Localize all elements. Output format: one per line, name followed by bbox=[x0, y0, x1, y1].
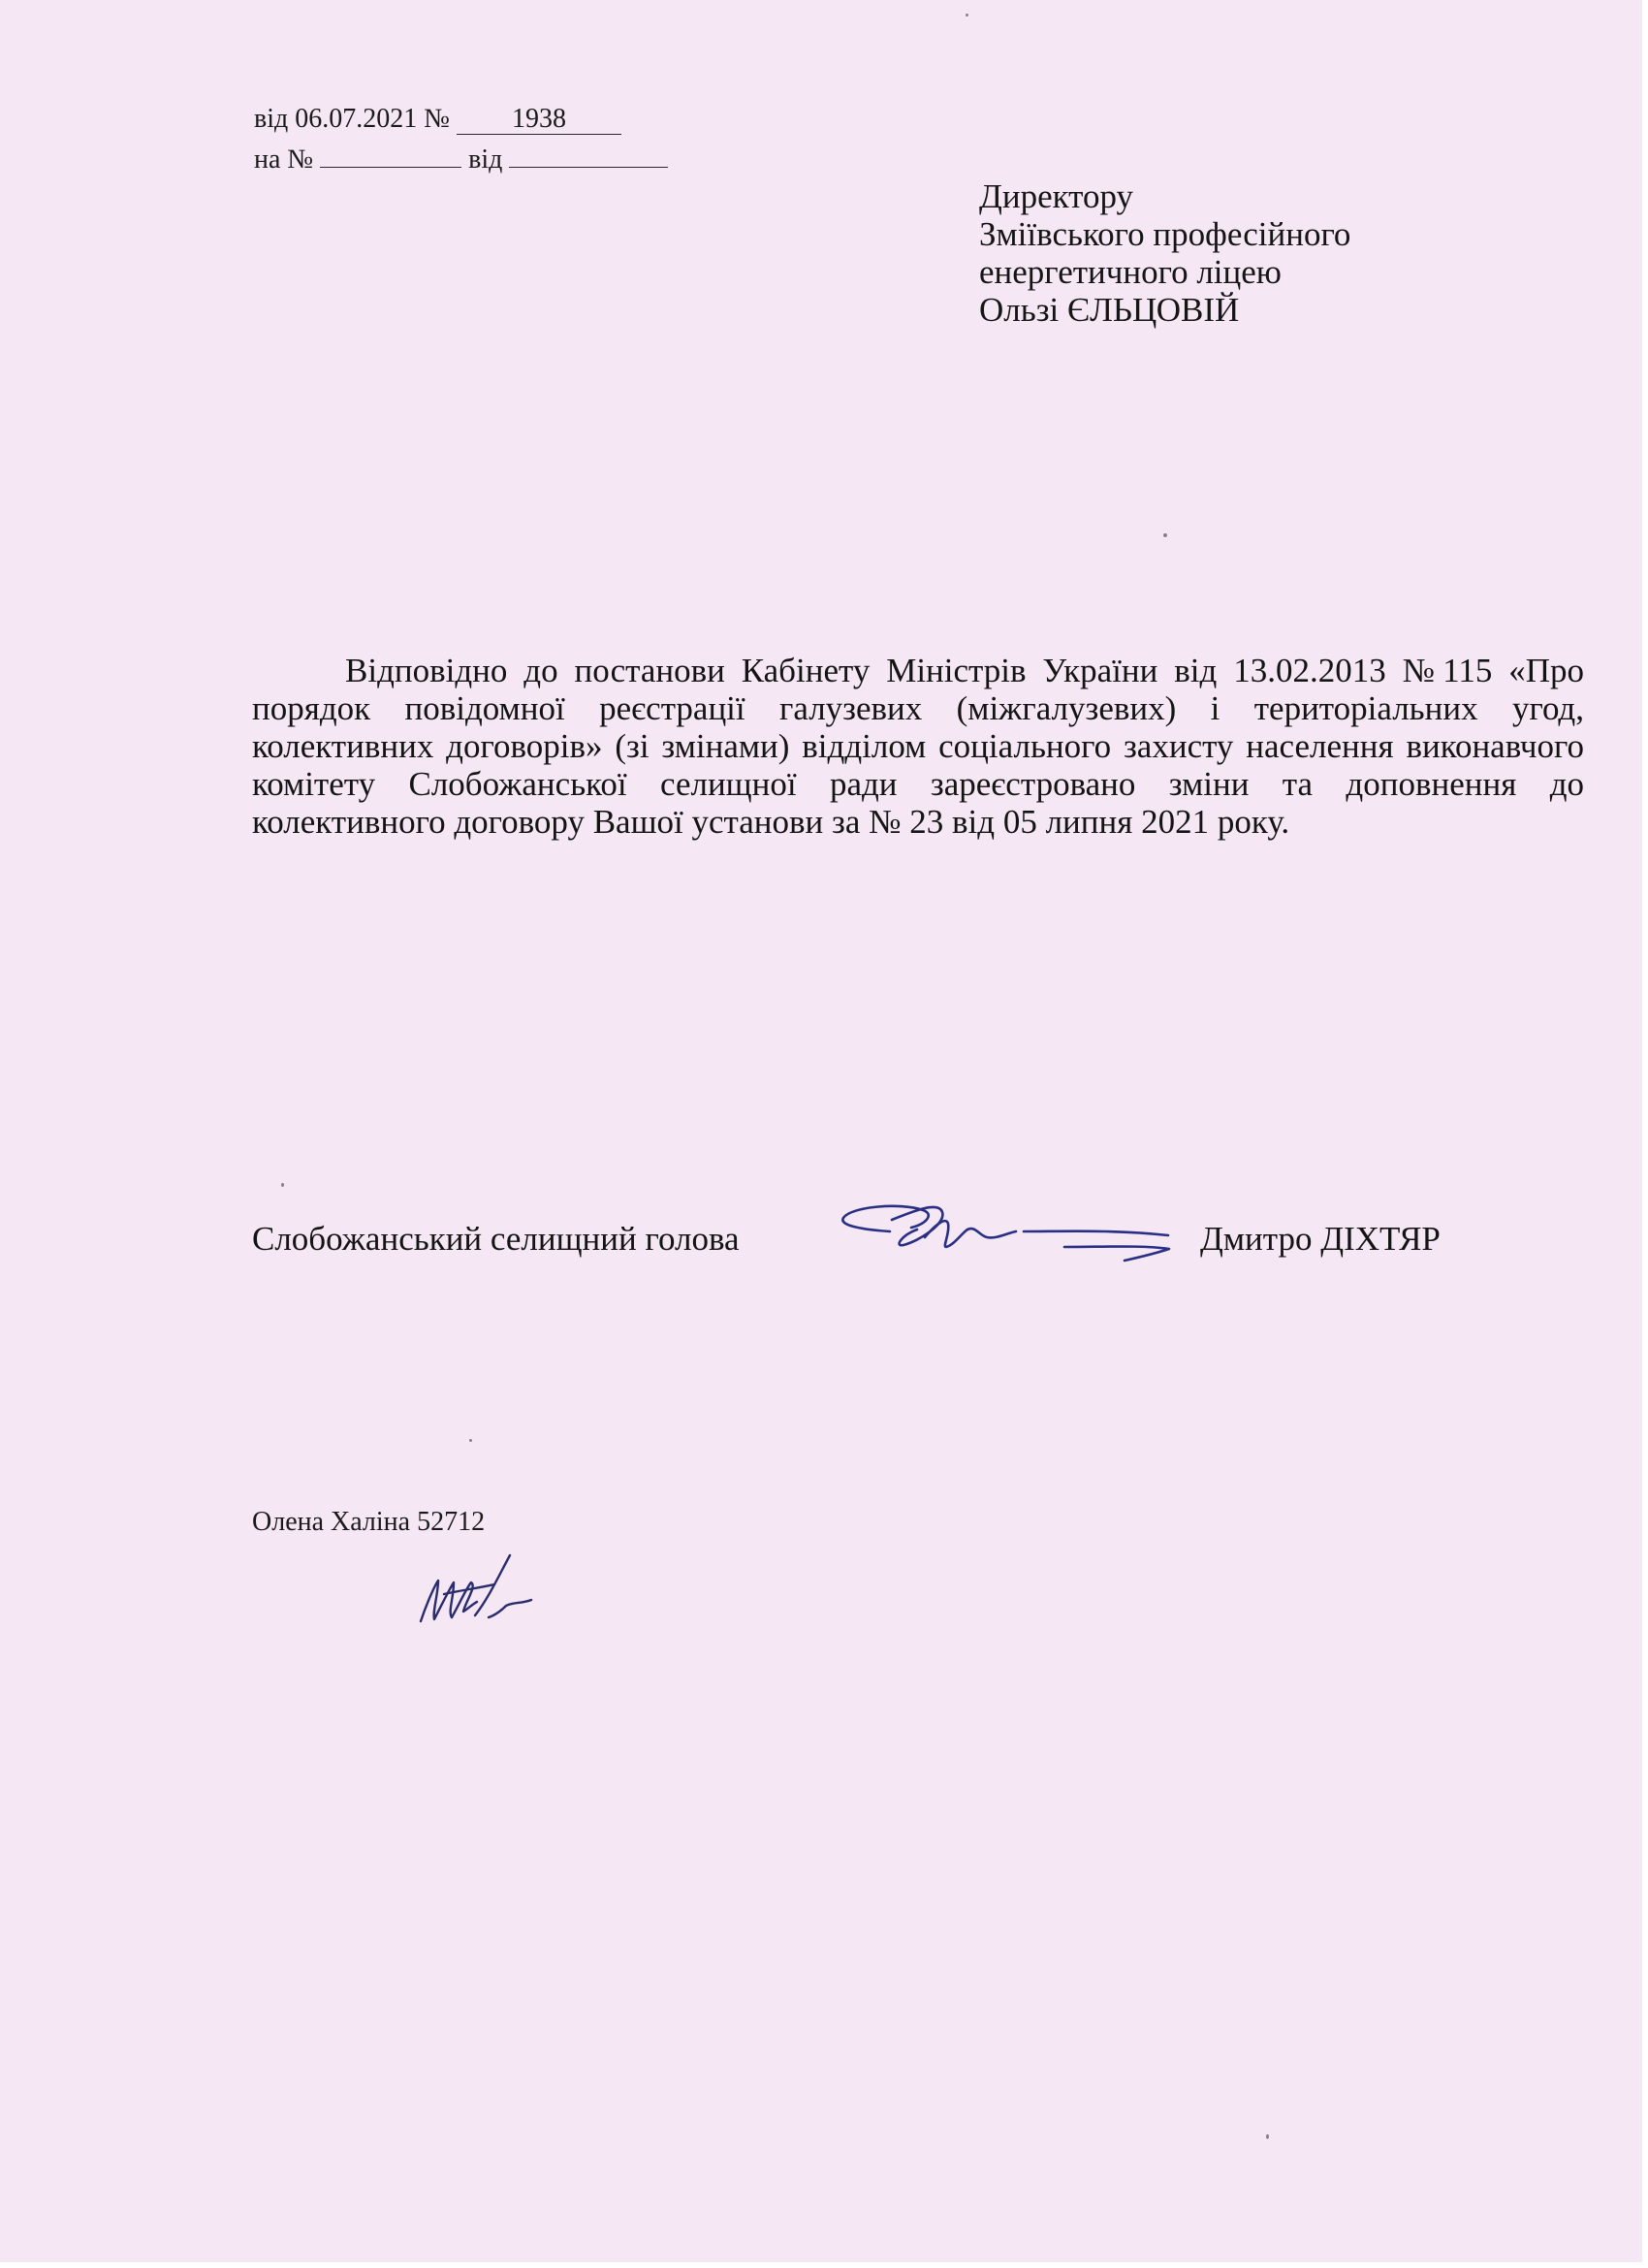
outgoing-date-label: від 06.07.2021 № bbox=[254, 104, 450, 134]
outgoing-number: 1938 bbox=[457, 105, 621, 135]
scan-speck bbox=[1163, 533, 1167, 537]
outgoing-reference bbox=[254, 101, 668, 138]
signer-position: Слобожанський селищний голова bbox=[252, 1220, 740, 1258]
scan-edge-right bbox=[1642, 0, 1648, 2268]
scan-speck bbox=[469, 1439, 472, 1442]
addressee-organization-line-1: Зміївського професійного bbox=[979, 215, 1351, 253]
incoming-date-blank bbox=[509, 138, 668, 168]
executor-contact: Олена Халіна 52712 bbox=[252, 1507, 486, 1537]
addressee-block bbox=[979, 177, 1350, 329]
incoming-number-blank bbox=[320, 138, 461, 168]
addressee-organization-line-2: енергетичного ліцею bbox=[979, 253, 1282, 291]
incoming-number-label: на № bbox=[254, 144, 314, 175]
scan-edge-bottom bbox=[0, 2262, 1648, 2268]
scan-speck bbox=[1266, 2134, 1269, 2139]
addressee-position: Директору bbox=[979, 177, 1134, 215]
registration-block bbox=[254, 101, 668, 178]
incoming-reference bbox=[254, 138, 668, 178]
executor-visa-signature bbox=[417, 1548, 543, 1635]
head-signature bbox=[834, 1191, 1173, 1278]
letter-body: Відповідно до постанови Кабінету Міністрів України від 13.02.2013 №115 «Про порядок повідомної реєстрації галузевих (міжгалузевих) і територіальних угод, колективних договорів» (зі змінами) відділом соціального захисту населення виконавчого комітету Слобожанської селищної ради зареєстровано зміни та доповнення до колективного договору Вашої установи за № 23 від 05 липня 2021 року. bbox=[252, 652, 1584, 841]
addressee-name: Ользі ЄЛЬЦОВІЙ bbox=[979, 291, 1240, 329]
incoming-date-label: від bbox=[468, 144, 503, 175]
scan-speck bbox=[966, 14, 968, 16]
scan-speck bbox=[281, 1183, 284, 1187]
signer-name: Дмитро ДІХТЯР bbox=[1200, 1220, 1441, 1258]
